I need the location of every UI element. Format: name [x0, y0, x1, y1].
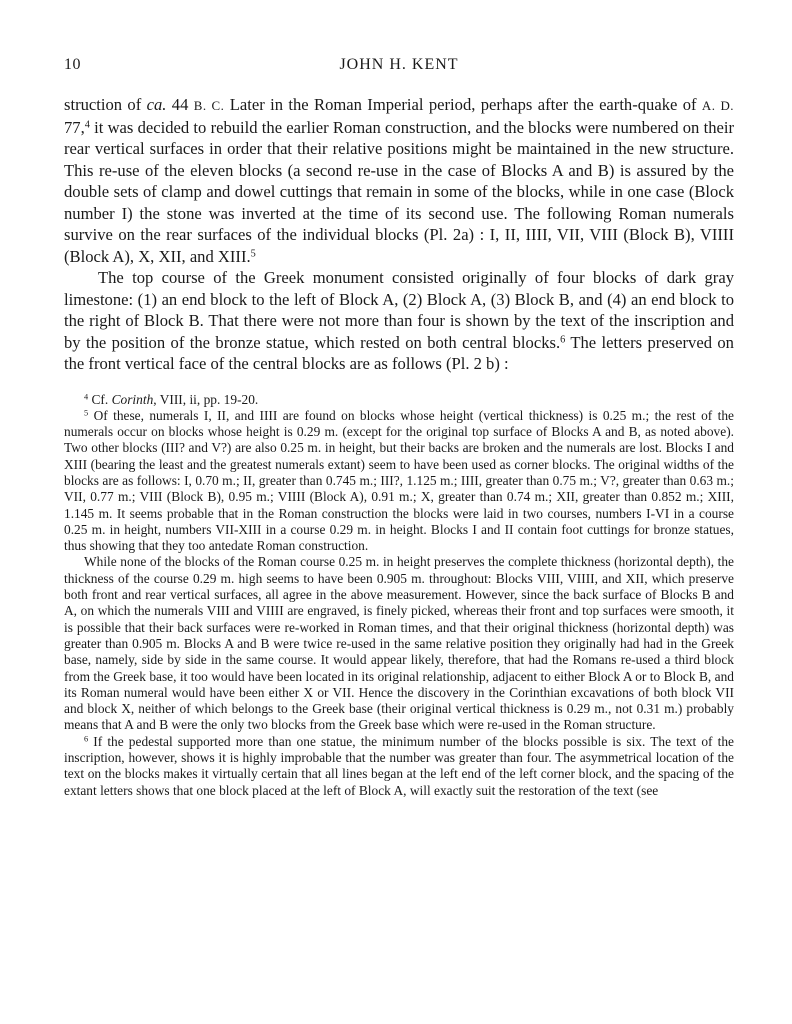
footnote-5-text: Of these, numerals I, II, and IIII are found on blocks whose height (vertical thickness) is 0.25 m.; the rest of the numerals occur on blocks whose height is 0.29 m. (except for the original top surface of Blocks A and B, as noted above). Two other blocks (III? and V?) are also 0.25 m. in height, but their backs are broken and the numerals are lost. Blocks I and XIII (bearing the least and the greatest numerals extant) seem to have been used as corner blocks. The original widths of the blocks are as follows: I, 0.70 m.; II, greater than 0.745 m.; III?, 1.125 m.; IIII, greater than 0.75 m.; V?, greater than 0.63 m.; VII, 0.77 m.; VIII (Block B), 0.95 m.; VIIII (Block A), 0.91 m.; X, greater than 0.74 m.; XII, greater than 0.852 m.; XIII, 1.145 m. It seems probable that in the Roman construction the blocks were laid in two courses, numbers I-VI in a course 0.25 m. in height, numbers VII-XIII in a course 0.29 m. in height. Blocks I and II contain foot cuttings for bronze statues, thus showing that they too antedate Roman construction. [64, 407, 734, 554]
footnotes [64, 392, 734, 799]
p1-italic-ca: ca. [146, 95, 167, 114]
page [64, 56, 734, 799]
footnote-5 [64, 408, 734, 555]
footnote-4-mark: 4 [84, 391, 89, 401]
footnote-4-text-1: Cf. [88, 391, 112, 407]
p1-text-3: Later in the Roman Imperial period, perhaps after the earth-quake of [224, 95, 702, 114]
footnote-ref-5[interactable]: 5 [250, 247, 256, 259]
running-head [64, 56, 734, 80]
p2-text-2: The letters preserved on the front vertical face of the central blocks are as follows (Pl. 2 b) : [64, 332, 734, 373]
footnote-5-mark: 5 [84, 408, 89, 418]
running-head-author: JOHN H. KENT [339, 56, 459, 73]
footnote-6-text: If the pedestal supported more than one statue, the minimum number of the blocks possible is six. The text of the inscription, however, shows it is highly improbable that the number was greater than four. The asymmetrical location of the text on the blocks makes it virtually certain that all lines began at the left end of the left corner block, and the spacing of the extant letters shows that one block placed at the left of Block A, will exactly suit the restoration of the text (see [64, 733, 734, 798]
footnote-6 [64, 734, 734, 799]
p1-text-4: 77, [64, 117, 85, 137]
footnote-5-continued: While none of the blocks of the Roman course 0.25 m. in height preserves the complete thickness (horizontal depth), the thickness of the course 0.29 m. high seems to have been 0.905 m. throughout: Blocks VIII, VIIII, and XII, which preserve both front and rear vertical surfaces, all agree in the above measurement. However, since the back surface of Blocks B and A, on which the numerals VIII and VIIII are engraved, is finely picked, whereas their front and top surfaces were smooth, it is possible that their back surfaces were re-worked in Roman times, and that their original thickness (horizontal depth) was greater than 0.905 m. Blocks A and B were twice re-used in the same relative position they originally had had in the Greek base, namely, side by side in the same course. It would appear likely, therefore, that had the Romans re-used a third block from the Greek base, it too would have been located in its original relationship, adjacent to either Block A or to Block B, and its Roman numeral would have been either X or VII. Hence the discovery in the Corinthian excavations of both block VII and block X, neither of which belongs to the Greek base (their original vertical thickness is 0.29 m., not 0.31 m.) probably means that A and B were the only two blocks from the Greek base which were re-used in the Roman structure. [64, 554, 734, 733]
paragraph-2 [64, 267, 734, 375]
p1-small-caps-bc: B. C. [193, 98, 225, 113]
footnote-6-mark: 6 [84, 734, 89, 744]
p1-text-2: 44 [166, 95, 194, 114]
body-text [64, 94, 734, 375]
paragraph-1 [64, 94, 734, 267]
p1-text-1: struction of [64, 95, 147, 114]
footnote-4-text-2: , VIII, ii, pp. 19-20. [153, 391, 259, 407]
p2-text-1: The top course of the Greek monument consisted originally of four blocks of dark gray limestone: (1) an end block to the left of Block A, (2) Block A, (3) Block B, and (4) an end block to the right of Block B. That there were not more than four is shown by the text of the inscription and by the position of the bronze statue, which rested on both central blocks. [64, 268, 734, 352]
footnote-4-italic-corinth: Corinth [111, 391, 154, 407]
p1-text-5: it was decided to rebuild the earlier Roman construction, and the blocks were numbered on their rear vertical surfaces in order that their relative positions might be maintained in the new structure. This re-use of the eleven blocks (a second re-use in the case of Blocks A and B) is assured by the double sets of clamp and dowel cuttings that remain in some of the blocks, while in one case (Block number I) the stone was inverted at the time of its second use. The following Roman numerals survive on the rear surfaces of the individual blocks (Pl. 2a) : I, II, IIII, VII, VIII (Block B), VIIII (Block A), X, XII, and XIII. [64, 117, 734, 266]
footnote-ref-4[interactable]: 4 [84, 118, 90, 130]
page-number: 10 [64, 56, 81, 73]
footnote-ref-6[interactable]: 6 [560, 333, 566, 345]
p1-small-caps-ad: A. D. [701, 98, 735, 113]
footnote-4 [64, 392, 734, 408]
